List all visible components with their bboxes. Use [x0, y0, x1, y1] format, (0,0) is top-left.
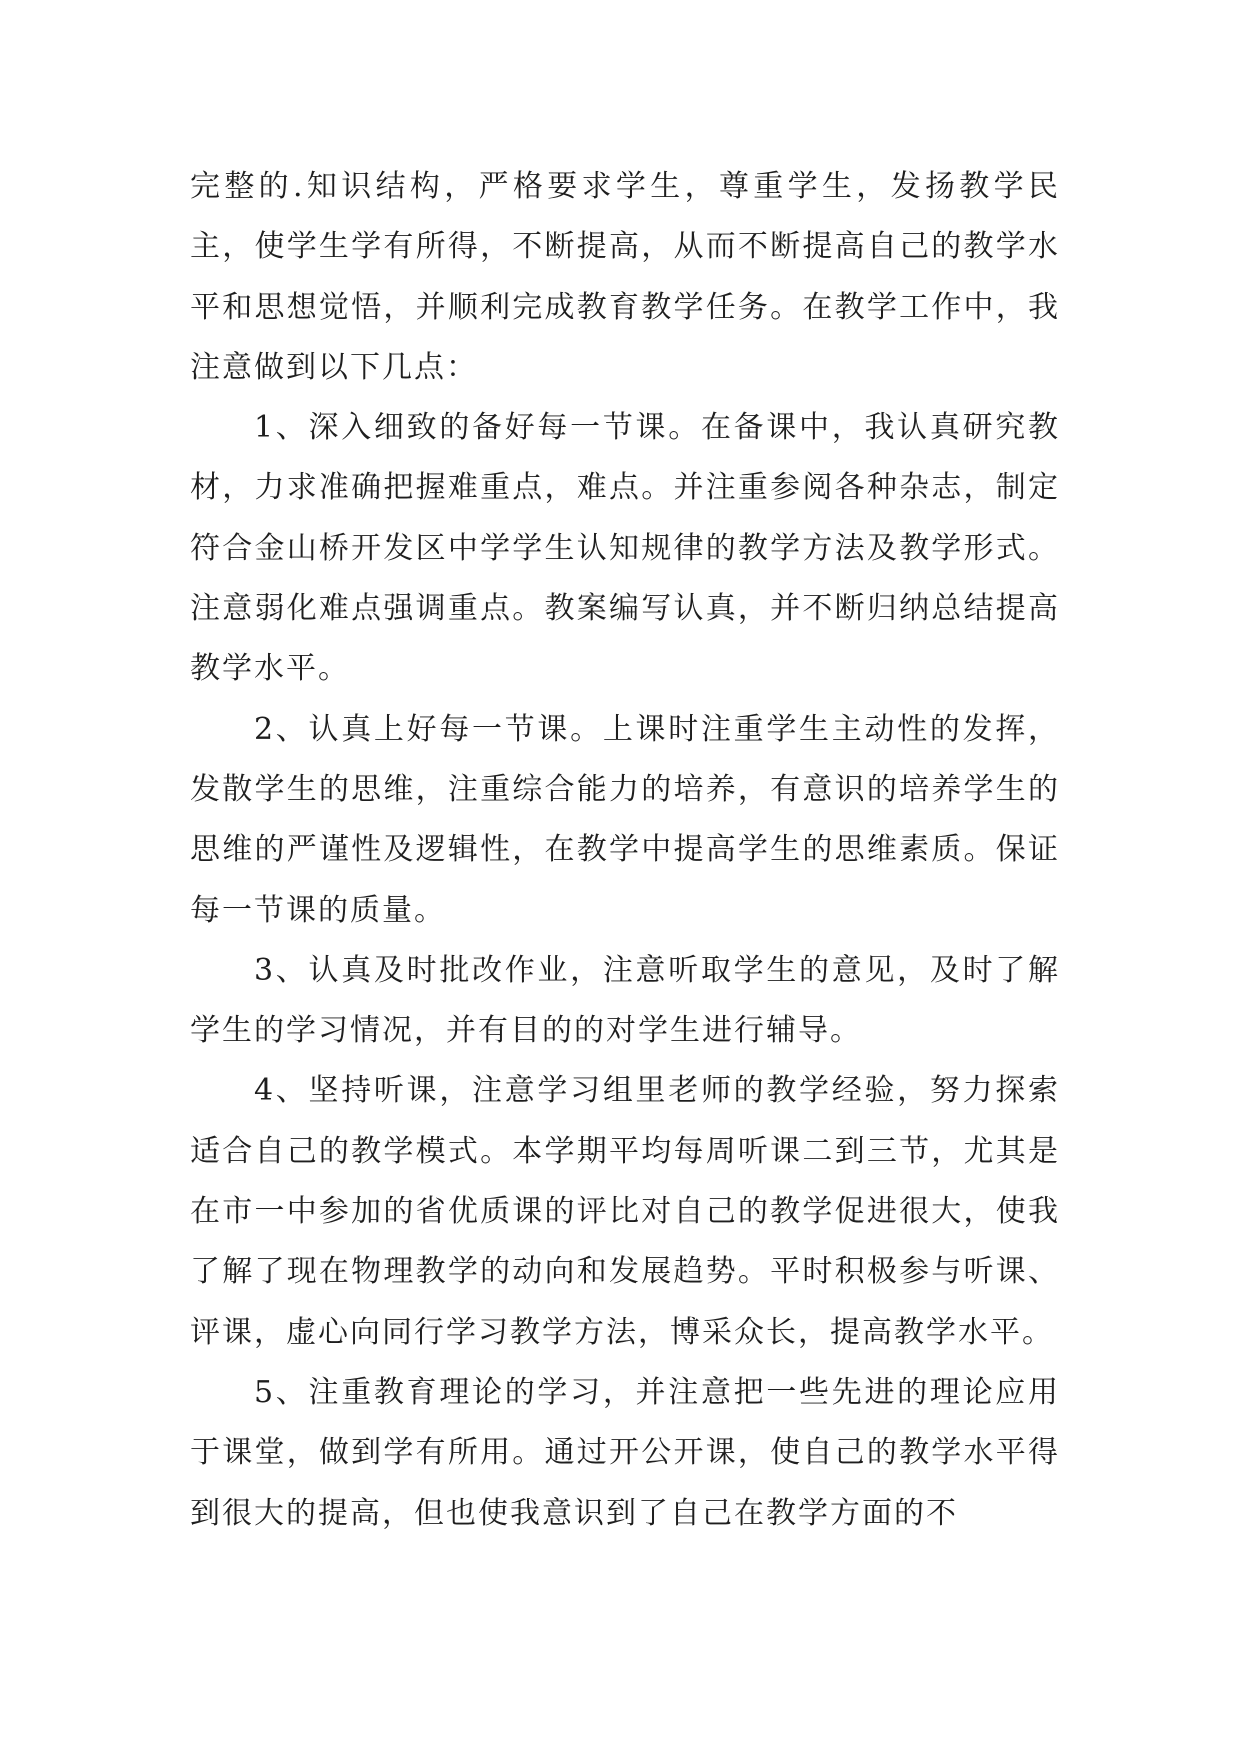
paragraph-point-2: 2、认真上好每一节课。上课时注重学生主动性的发挥，发散学生的思维，注重综合能力的培养，有意识的培养学生的思维的严谨性及逻辑性，在教学中提高学生的思维素质。保证每一节课的质量。: [190, 711, 1060, 928]
paragraph-point-3: 3、认真及时批改作业，注意听取学生的意见，及时了解学生的学习情况，并有目的的对学生进行辅导。: [190, 952, 1060, 1049]
paragraph-continuation: 完整的.知识结构，严格要求学生，尊重学生，发扬教学民主，使学生学有所得，不断提高，从而不断提高自己的教学水平和思想觉悟，并顺利完成教育教学任务。在教学工作中，我注意做到以下几点：: [190, 169, 1060, 385]
document-body: [190, 157, 1060, 1544]
paragraph-point-4: 4、坚持听课，注意学习组里老师的教学经验，努力探索适合自己的教学模式。本学期平均每周听课二到三节，尤其是在市一中参加的省优质课的评比对自己的教学促进很大，使我了解了现在物理教学的动向和发展趋势。平时积极参与听课、评课，虚心向同行学习教学方法，博采众长，提高教学水平。: [190, 1073, 1060, 1350]
paragraph-point-1: 1、深入细致的备好每一节课。在备课中，我认真研究教材，力求准确把握难重点，难点。并注重参阅各种杂志，制定符合金山桥开发区中学学生认知规律的教学方法及教学形式。注意弱化难点强调重点。教案编写认真，并不断归纳总结提高教学水平。: [190, 410, 1060, 687]
paragraph-point-5: 5、注重教育理论的学习，并注意把一些先进的理论应用于课堂，做到学有所用。通过开公开课，使自己的教学水平得到很大的提高，但也使我意识到了自己在教学方面的不: [190, 1374, 1060, 1531]
